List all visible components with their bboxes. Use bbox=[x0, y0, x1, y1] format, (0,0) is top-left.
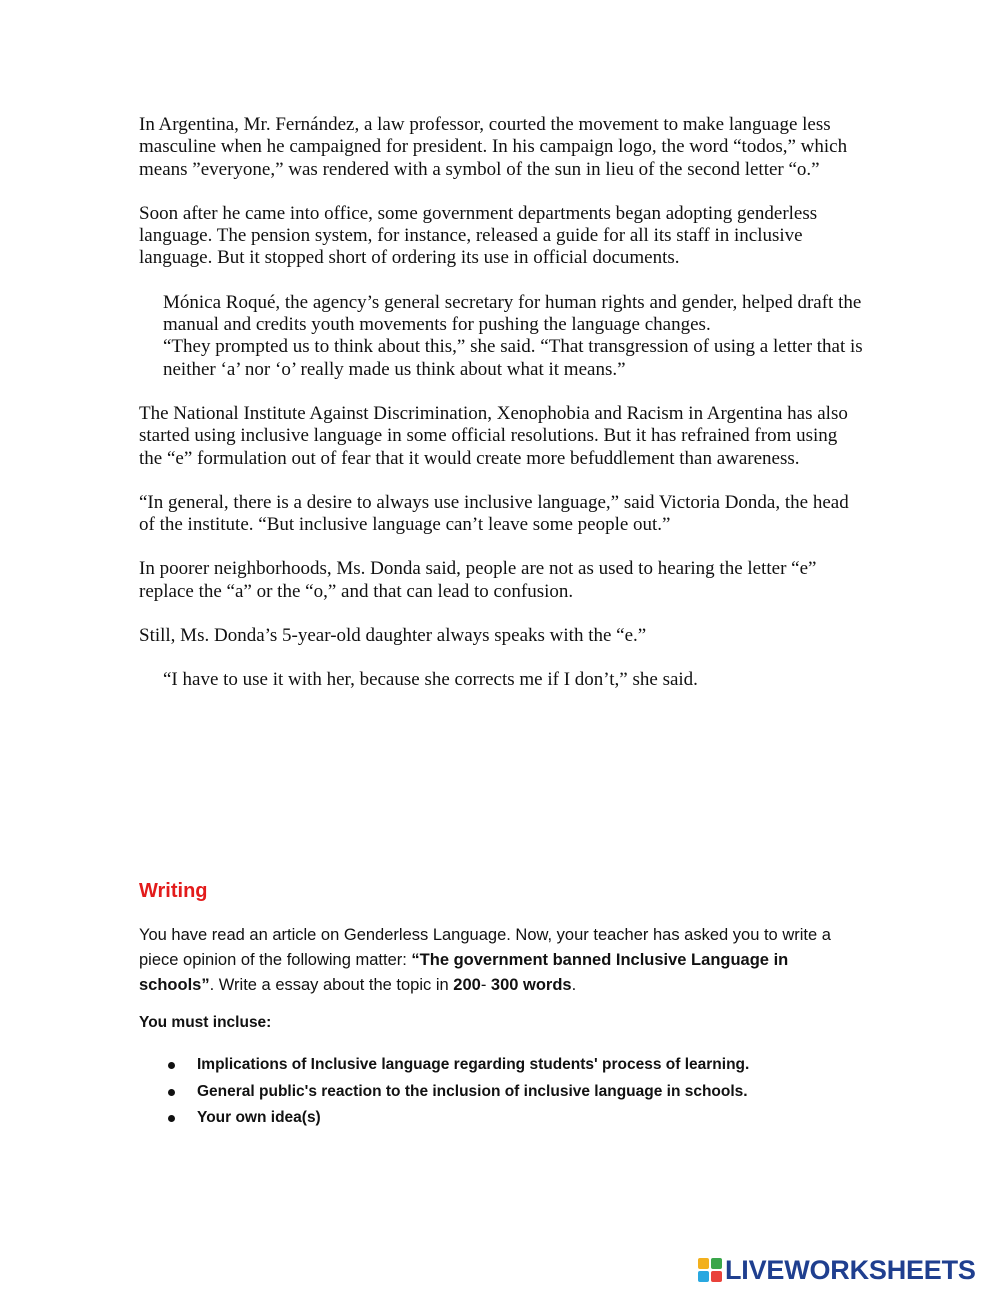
article-paragraph: Mónica Roqué, the agency’s general secretary for human rights and gender, helped draft the manual and credits youth movements for pushing the language changes. bbox=[163, 291, 862, 336]
prompt-topic: “The government banned Inclusive Language in schools” bbox=[139, 951, 789, 994]
article-paragraph: In Argentina, Mr. Fernández, a law professor, courted the movement to make language less masculine when he campaigned for president. In his campaign logo, the word “todos,” which means ”everyone,” was rendered with a symbol of the sun in lieu of the second letter “o.” bbox=[139, 114, 848, 180]
article-paragraph: “I have to use it with her, because she corrects me if I don’t,” she said. bbox=[163, 669, 698, 691]
article-paragraph: In poorer neighborhoods, Ms. Donda said, people are not as used to hearing the letter “e” replace the “a” or the “o,” and that can lead to confusion. bbox=[139, 558, 817, 602]
word-count-min: 200 bbox=[453, 976, 481, 994]
requirement-text: General public's reaction to the inclusion of inclusive language in schools. bbox=[197, 1082, 748, 1100]
requirement-item bbox=[168, 1079, 868, 1106]
bullet-icon bbox=[168, 1089, 175, 1096]
logo-mark-icon bbox=[698, 1258, 722, 1282]
section-heading-writing: Writing bbox=[139, 880, 208, 902]
article-paragraph: The National Institute Against Discrimination, Xenophobia and Racism in Argentina has also started using inclusive language in some official resolutions. But it has refrained from using the “e” formulation out of fear that it would create more befuddlement than awareness. bbox=[139, 402, 848, 469]
article-paragraph: Soon after he came into office, some government departments began adopting genderless language. The pension system, for instance, released a guide for all its staff in inclusive language. But it stopped short of ordering its use in official documents. bbox=[139, 202, 818, 269]
prompt-text: You have read an article on Genderless Language. Now, your teacher has asked you to write a piece opinion of the following matter: bbox=[139, 926, 831, 969]
requirement-text: Your own idea(s) bbox=[197, 1109, 321, 1126]
requirement-item bbox=[168, 1052, 868, 1079]
article-body bbox=[139, 114, 864, 714]
requirements-list bbox=[168, 1052, 868, 1132]
must-include-label: You must incluse: bbox=[139, 1014, 272, 1031]
bullet-icon bbox=[168, 1062, 175, 1069]
liveworksheets-logo bbox=[698, 1255, 976, 1285]
requirement-text: Implications of Inclusive language regarding students' process of learning. bbox=[197, 1056, 750, 1073]
prompt-text: . Write a essay about the topic in bbox=[209, 976, 454, 994]
article-paragraph: “In general, there is a desire to always use inclusive language,” said Victoria Donda, the head of the institute. “But inclusive language can’t leave some people out.” bbox=[139, 491, 849, 536]
writing-prompt bbox=[139, 923, 839, 998]
article-paragraph: Still, Ms. Donda’s 5-year-old daughter always speaks with the “e.” bbox=[139, 625, 647, 647]
prompt-end: . bbox=[571, 976, 577, 994]
requirement-item bbox=[168, 1105, 868, 1132]
word-count-max: 300 words bbox=[490, 976, 572, 994]
logo-text: LIVEWORKSHEETS bbox=[725, 1254, 976, 1285]
word-count-separator: - bbox=[480, 976, 491, 994]
bullet-icon bbox=[168, 1115, 175, 1122]
article-paragraph: “They prompted us to think about this,” she said. “That transgression of using a letter that is neither ‘a’ nor ‘o’ really made us think about what it means.” bbox=[163, 336, 863, 380]
